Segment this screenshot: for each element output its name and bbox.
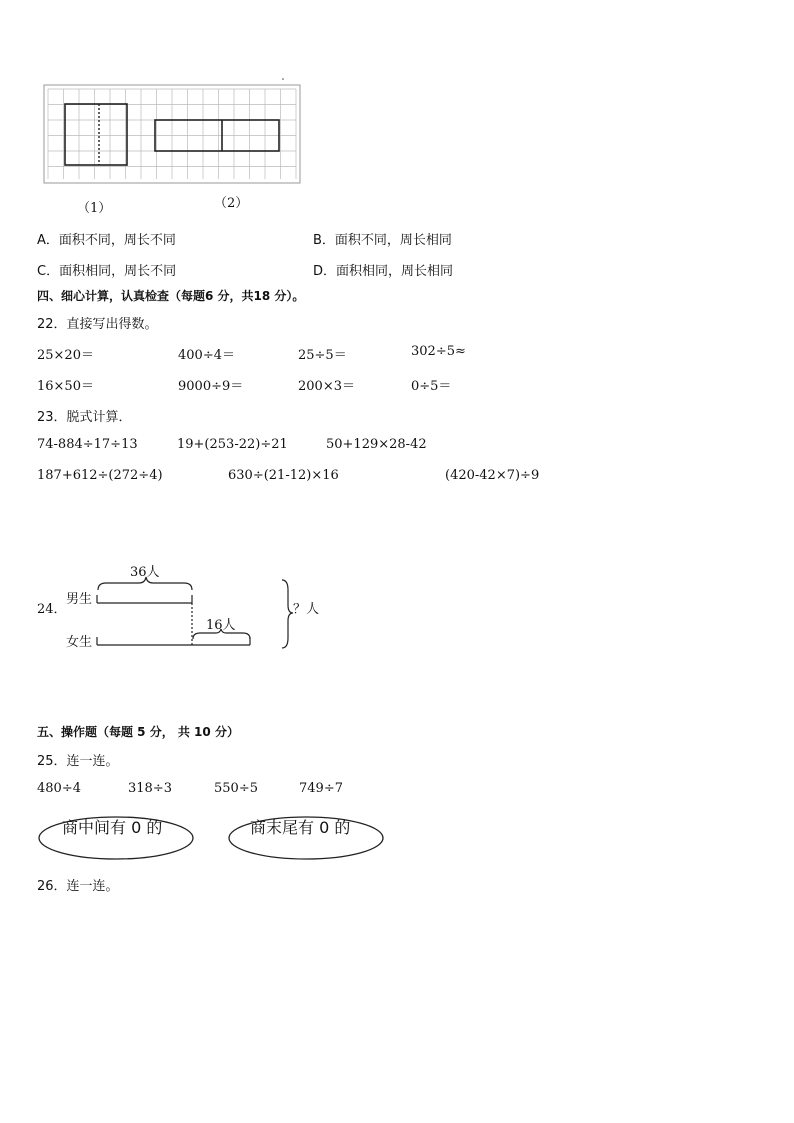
choice-c[interactable]: C．面积相同，周长不同 — [37, 264, 177, 279]
q25-item[interactable]: 749÷7 — [299, 781, 343, 796]
q25-title: 25．连一连。 — [37, 754, 119, 769]
q22-item: 25÷5＝ — [298, 348, 347, 363]
q25-item[interactable]: 318÷3 — [128, 781, 172, 796]
section5-heading: 五、操作题（每题 5 分， 共 10 分） — [37, 725, 239, 739]
q22-item: 302÷5≈ — [411, 344, 466, 359]
q23-item: 187+612÷(272÷4) — [37, 468, 163, 483]
extra-count-label: 16人 — [206, 618, 236, 633]
q22-item: 400÷4＝ — [178, 348, 235, 363]
q23-item: 74-884÷17÷13 — [37, 437, 138, 452]
figure-label-2: （2） — [214, 196, 249, 211]
q22-item: 16×50＝ — [37, 379, 94, 394]
q25-item[interactable]: 480÷4 — [37, 781, 81, 796]
oval-middle-zero-label[interactable]: 商中间有 0 的 — [62, 818, 163, 837]
oval-end-zero-label[interactable]: 商末尾有 0 的 — [250, 818, 351, 837]
boys-count-label: 36人 — [130, 565, 160, 580]
q23-title: 23．脱式计算． — [37, 410, 132, 425]
q23-item: (420-42×7)÷9 — [445, 468, 540, 483]
q22-item: 200×3＝ — [298, 379, 355, 394]
boys-label: 男生 — [66, 592, 93, 607]
q22-item: 9000÷9＝ — [178, 379, 244, 394]
q23-item: 50+129×28-42 — [326, 437, 427, 452]
section4-heading: 四、细心计算，认真检查（每题6 分，共18 分）。 — [37, 289, 305, 303]
q23-item: 19+(253-22)÷21 — [177, 437, 288, 452]
choice-d[interactable]: D．面积相同，周长相同 — [313, 264, 454, 279]
total-brace — [282, 580, 293, 648]
choice-a[interactable]: A．面积不同，周长不同 — [37, 233, 176, 248]
line-segment-diagram — [97, 577, 293, 648]
figure-label-1: （1） — [77, 201, 112, 216]
q25-item[interactable]: 550÷5 — [214, 781, 258, 796]
total-label: ？人 — [293, 602, 320, 617]
q23-item: 630÷(21-12)×16 — [228, 468, 339, 483]
q22-item: 0÷5＝ — [411, 379, 452, 394]
dot-mark — [282, 78, 284, 80]
q26-title: 26．连一连。 — [37, 879, 119, 894]
q24-number: 24． — [37, 602, 67, 617]
choice-b[interactable]: B．面积不同，周长相同 — [313, 233, 452, 248]
square-shape — [65, 104, 127, 165]
girls-label: 女生 — [66, 635, 93, 650]
q22-title: 22．直接写出得数。 — [37, 317, 158, 332]
q22-item: 25×20＝ — [37, 348, 94, 363]
